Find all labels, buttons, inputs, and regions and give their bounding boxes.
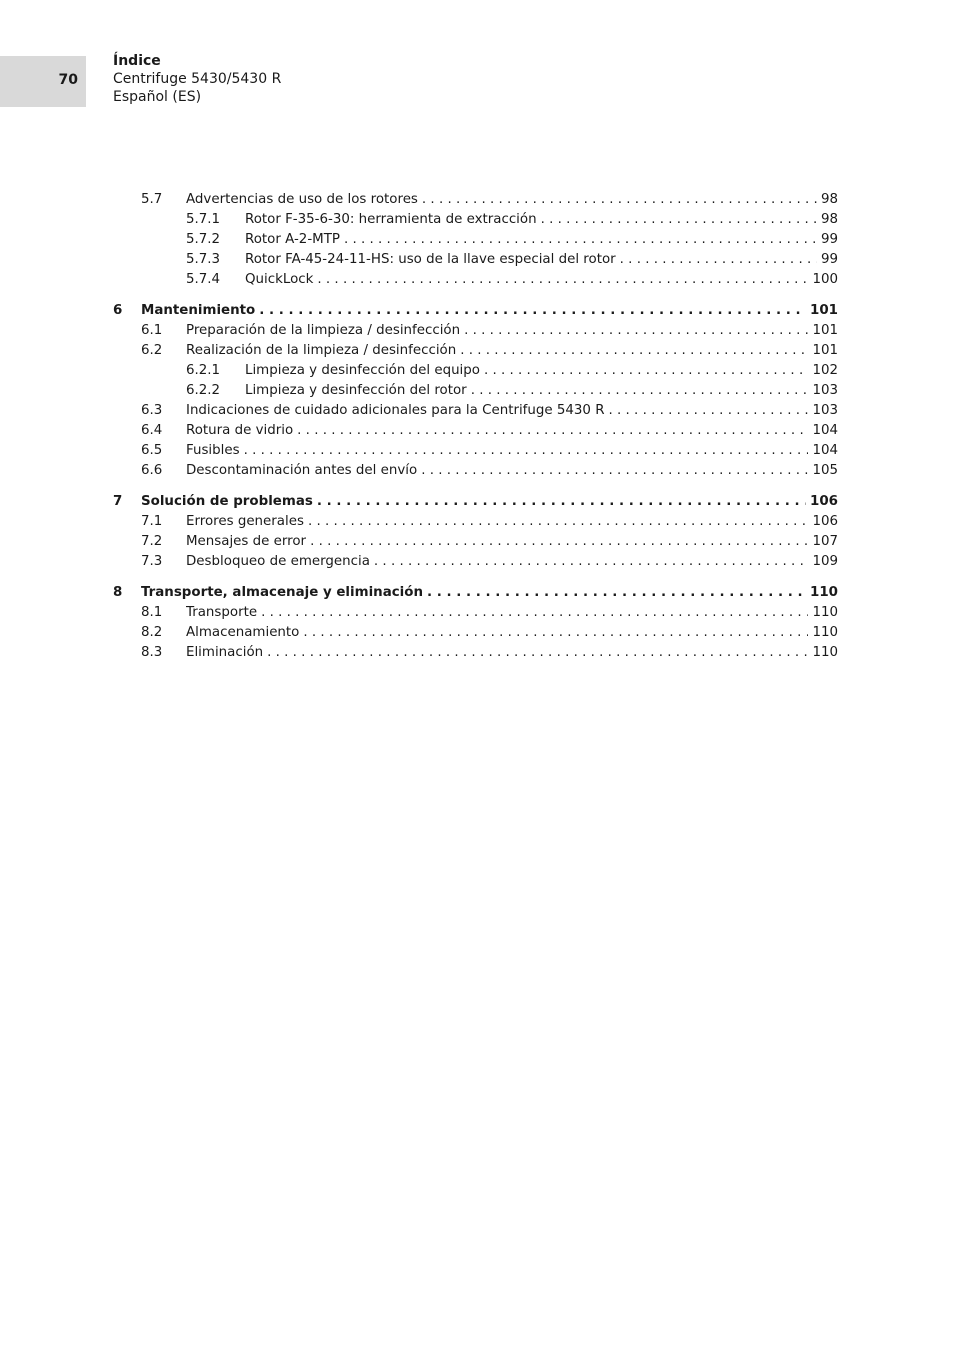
- toc-entry[interactable]: [0, 512, 954, 532]
- toc-entry-page: 104: [808, 441, 838, 461]
- toc-entry[interactable]: [0, 552, 954, 572]
- toc-entry[interactable]: [0, 190, 954, 210]
- toc-entry[interactable]: [0, 381, 954, 401]
- toc-entry[interactable]: [0, 321, 954, 341]
- toc-entry[interactable]: [0, 461, 954, 481]
- toc-entry[interactable]: [0, 401, 954, 421]
- running-header-product: Centrifuge 5430/5430 R: [113, 71, 282, 87]
- toc-entry-page: 99: [817, 230, 838, 250]
- toc-entry-title: Realización de la limpieza / desinfección: [186, 343, 460, 358]
- toc-entry-page: 110: [808, 643, 838, 663]
- toc-entry-page: 109: [808, 552, 838, 572]
- toc-entry-title: Mensajes de error: [186, 534, 310, 549]
- toc-entry-number: 8: [113, 585, 123, 600]
- toc-entry-title: Advertencias de uso de los rotores: [186, 192, 422, 207]
- toc-entry-page: 106: [806, 492, 838, 512]
- toc-entry-number: 6.3: [141, 403, 163, 418]
- toc-entry-number: 7.2: [141, 534, 163, 549]
- toc-entry-page: 110: [808, 623, 838, 643]
- toc-entry-title: Transporte, almacenaje y eliminación: [141, 585, 427, 600]
- toc-entry-page: 103: [808, 381, 838, 401]
- toc-entry-title: Rotor A-2-MTP: [245, 232, 344, 247]
- toc-entry[interactable]: [0, 421, 954, 441]
- toc-entry-page: 106: [808, 512, 838, 532]
- toc-entry-title: Fusibles: [186, 443, 244, 458]
- toc-entry-number: 5.7.4: [186, 272, 221, 287]
- toc-entry-page: 101: [808, 321, 838, 341]
- toc-entry-title: Solución de problemas: [141, 494, 317, 509]
- toc-entry-title: Rotura de vidrio: [186, 423, 297, 438]
- toc-entry-number: 8.3: [141, 645, 163, 660]
- toc-entry-number: 5.7: [141, 192, 163, 207]
- toc-entry-title: Descontaminación antes del envío: [186, 463, 421, 478]
- toc-entry-title: Rotor F-35-6-30: herramienta de extracción: [245, 212, 541, 227]
- toc-chapter[interactable]: [0, 301, 954, 321]
- toc-entry-number: 5.7.2: [186, 232, 221, 247]
- toc-entry-title: Desbloqueo de emergencia: [186, 554, 374, 569]
- toc-entry-title: Limpieza y desinfección del rotor: [245, 383, 471, 398]
- toc-entry-page: 105: [808, 461, 838, 481]
- toc-entry-page: 101: [808, 341, 838, 361]
- toc-entry-number: 5.7.3: [186, 252, 221, 267]
- toc-entry[interactable]: [0, 210, 954, 230]
- toc-entry-number: 6.4: [141, 423, 163, 438]
- toc-entry[interactable]: [0, 603, 954, 623]
- toc-entry[interactable]: [0, 441, 954, 461]
- toc-entry[interactable]: [0, 532, 954, 552]
- toc-entry-page: 107: [808, 532, 838, 552]
- toc-entry[interactable]: [0, 230, 954, 250]
- running-header-section: Índice: [113, 53, 161, 69]
- toc-entry-page: 102: [808, 361, 838, 381]
- toc-entry-number: 6.6: [141, 463, 163, 478]
- toc-entry-page: 110: [806, 583, 838, 603]
- toc-entry-number: 8.2: [141, 625, 163, 640]
- toc-entry-number: 5.7.1: [186, 212, 221, 227]
- toc-entry-number: 7.3: [141, 554, 163, 569]
- toc-entry-number: 6.1: [141, 323, 163, 338]
- toc-entry-page: 101: [806, 301, 838, 321]
- toc-entry[interactable]: [0, 361, 954, 381]
- toc-entry-number: 6.5: [141, 443, 163, 458]
- toc-entry-title: Rotor FA-45-24-11-HS: uso de la llave especial del rotor: [245, 252, 620, 267]
- toc-chapter[interactable]: [0, 492, 954, 512]
- toc-entry[interactable]: [0, 341, 954, 361]
- toc-entry-title: QuickLock: [245, 272, 317, 287]
- toc-entry-number: 7: [113, 494, 123, 509]
- toc-chapter[interactable]: [0, 583, 954, 603]
- toc-entry-page: 98: [817, 190, 838, 210]
- toc-entry-title: Indicaciones de cuidado adicionales para la Centrifuge 5430 R: [186, 403, 609, 418]
- toc-entry-title: Preparación de la limpieza / desinfección: [186, 323, 464, 338]
- toc-entry-page: 103: [808, 401, 838, 421]
- toc-entry[interactable]: [0, 250, 954, 270]
- toc-entry-page: 100: [808, 270, 838, 290]
- toc-entry-title: Limpieza y desinfección del equipo: [245, 363, 484, 378]
- toc-entry[interactable]: [0, 643, 954, 663]
- toc-entry-number: 6: [113, 303, 123, 318]
- toc-entry-number: 7.1: [141, 514, 163, 529]
- running-header-language: Español (ES): [113, 89, 202, 105]
- toc-entry[interactable]: [0, 623, 954, 643]
- toc-entry-number: 8.1: [141, 605, 163, 620]
- toc-entry-number: 6.2.2: [186, 383, 221, 398]
- toc-entry-title: Eliminación: [186, 645, 267, 660]
- toc-entry-page: 104: [808, 421, 838, 441]
- toc-entry[interactable]: [0, 270, 954, 290]
- toc-entry-title: Almacenamiento: [186, 625, 303, 640]
- toc-entry-title: Mantenimiento: [141, 303, 259, 318]
- toc-entry-title: Errores generales: [186, 514, 308, 529]
- toc-entry-page: 99: [817, 250, 838, 270]
- toc-entry-number: 6.2.1: [186, 363, 221, 378]
- toc-entry-number: 6.2: [141, 343, 163, 358]
- toc-entry-page: 110: [808, 603, 838, 623]
- page-number: 70: [58, 72, 78, 88]
- toc-entry-page: 98: [817, 210, 838, 230]
- toc-entry-title: Transporte: [186, 605, 261, 620]
